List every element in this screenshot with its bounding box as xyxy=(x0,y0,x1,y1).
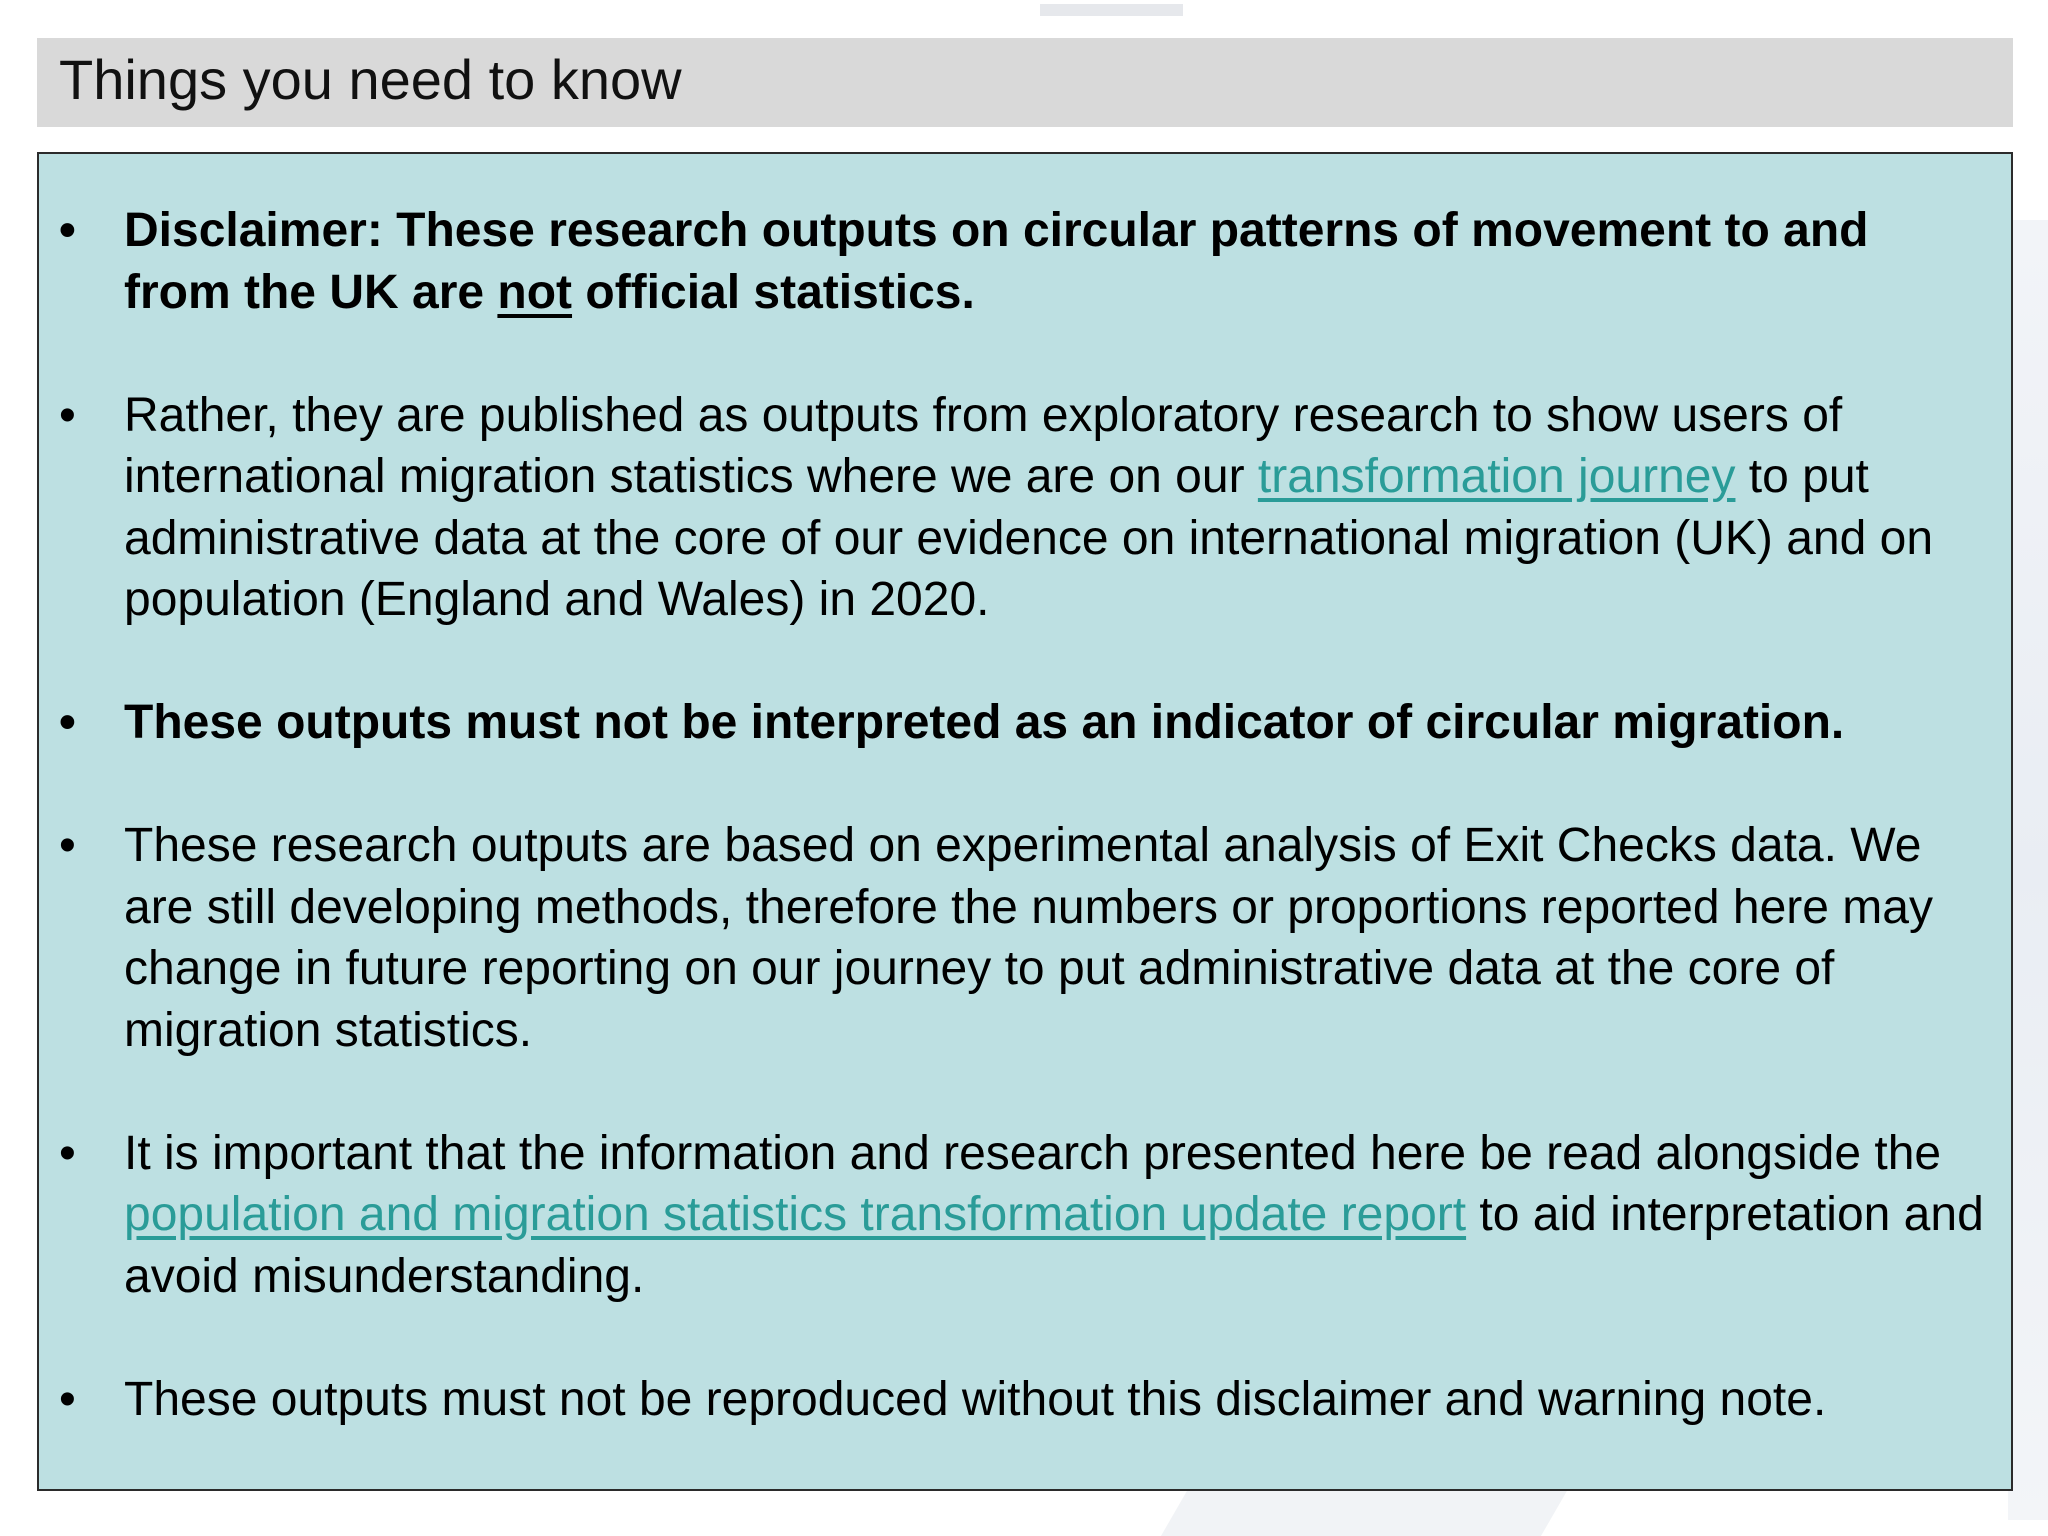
bullet-icon: • xyxy=(59,1372,76,1426)
bullet-icon: • xyxy=(59,819,76,872)
exploratory-text-start: Rather, they are published as outputs from exploratory research to show users of international migration statistics where we are on our xyxy=(124,388,1843,503)
disclaimer-list xyxy=(39,200,2011,1492)
list-item-not-indicator xyxy=(39,692,2011,754)
experimental-analysis-text: These research outputs are based on experimental analysis of Exit Checks data. We are still developing methods, therefore the numbers or proportions reported here may change in future reporting on our journey to put administrative data at the core of migration statistics. xyxy=(124,819,1933,1057)
read-alongside-text-start: It is important that the information and research presented here be read alongside the xyxy=(124,1126,1942,1180)
background-tab-decoration xyxy=(1040,4,1183,16)
disclaimer-text-start: Disclaimer: These research outputs on circular patterns of movement to and from the UK are xyxy=(124,204,1869,319)
slide-header-bar xyxy=(37,38,2013,127)
bullet-icon: • xyxy=(59,696,76,749)
bullet-icon: • xyxy=(59,1126,76,1180)
bullet-icon: • xyxy=(59,204,76,257)
bullet-icon: • xyxy=(59,388,76,442)
disclaimer-box xyxy=(37,152,2013,1491)
list-item-disclaimer xyxy=(39,200,2011,323)
no-reproduction-text: These outputs must not be reproduced without this disclaimer and warning note. xyxy=(124,1372,1827,1426)
read-alongside-text-end: to aid interpretation and avoid misunderstanding. xyxy=(124,1188,1984,1303)
list-item-exploratory-research xyxy=(39,385,2011,631)
exploratory-text-end: to put administrative data at the core of our evidence on international migration (UK) and on population (England and Wales) in 2020. xyxy=(124,450,1934,626)
transformation-update-report-link[interactable]: population and migration statistics transformation update report xyxy=(124,1188,1467,1241)
slide-title: Things you need to know xyxy=(59,48,682,111)
background-shape-decoration xyxy=(2008,220,2048,1520)
list-item-no-reproduction xyxy=(39,1369,2011,1431)
disclaimer-text-end: official statistics. xyxy=(572,265,975,319)
list-item-experimental-analysis xyxy=(39,815,2011,1061)
transformation-journey-link[interactable]: transformation journey xyxy=(1257,450,1736,503)
list-item-read-alongside xyxy=(39,1123,2011,1308)
disclaimer-not-emphasis: not xyxy=(497,265,573,319)
not-indicator-text: These outputs must not be interpreted as an indicator of circular migration. xyxy=(124,696,1845,749)
